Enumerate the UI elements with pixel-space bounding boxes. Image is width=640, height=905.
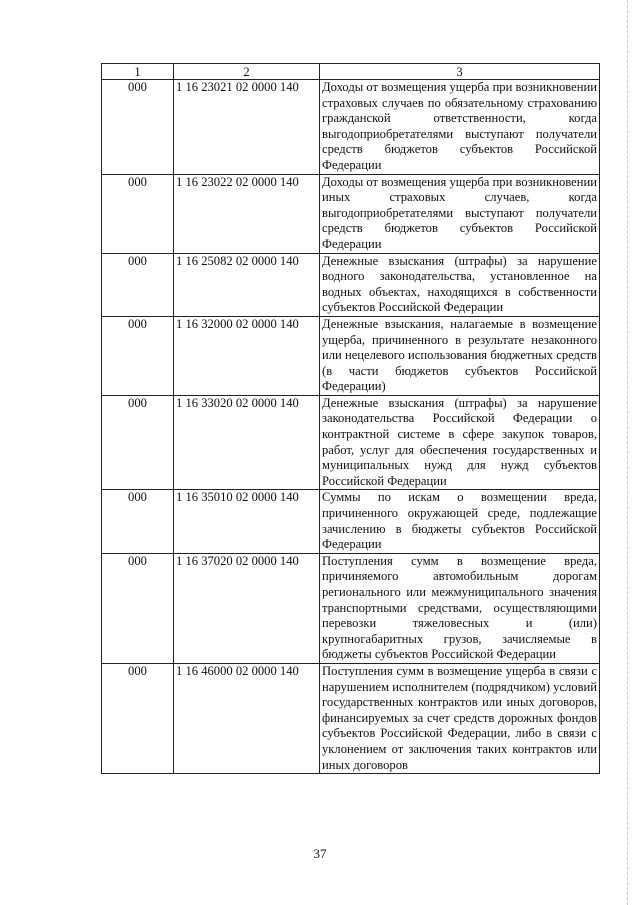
- budget-code-cell: 1 16 37020 02 0000 140: [174, 553, 320, 663]
- table-row: [102, 174, 600, 253]
- table-row: [102, 553, 600, 663]
- description-cell: Денежные взыскания, налагаемые в возмещение ущерба, причиненного в результате незаконного или нецелевого использования бюджетных средств (в части бюджетов субъектов Российской Федерации): [320, 316, 600, 395]
- admin-code-cell: 000: [102, 553, 174, 663]
- table-row: [102, 316, 600, 395]
- column-header-2: 2: [174, 64, 320, 80]
- table-row: [102, 490, 600, 553]
- column-header-3: 3: [320, 64, 600, 80]
- admin-code-cell: 000: [102, 316, 174, 395]
- admin-code-cell: 000: [102, 80, 174, 175]
- table-header-row: [102, 64, 600, 80]
- admin-code-cell: 000: [102, 174, 174, 253]
- page-number: 37: [313, 846, 327, 861]
- budget-code-cell: 1 16 23021 02 0000 140: [174, 80, 320, 175]
- description-cell: Доходы от возмещения ущерба при возникновении иных страховых случаев, когда выгодоприобретателями выступают получатели средств бюджетов субъектов Российской Федерации: [320, 174, 600, 253]
- revenue-codes-table: [101, 63, 600, 774]
- budget-code-cell: 1 16 35010 02 0000 140: [174, 490, 320, 553]
- description-cell: Поступления сумм в возмещение вреда, причиняемого автомобильным дорогам регионального или межмуниципального значения транспортными средствами, осуществляющими перевозки тяжеловесных и (или) крупногабаритных грузов, зачисляемые в бюджеты субъектов Российской Федерации: [320, 553, 600, 663]
- admin-code-cell: 000: [102, 395, 174, 490]
- table-row: [102, 253, 600, 316]
- table-row: [102, 80, 600, 175]
- table-row: [102, 395, 600, 490]
- column-header-1: 1: [102, 64, 174, 80]
- budget-code-cell: 1 16 25082 02 0000 140: [174, 253, 320, 316]
- description-cell: Суммы по искам о возмещении вреда, причиненного окружающей среде, подлежащие зачислению в бюджеты субъектов Российской Федерации: [320, 490, 600, 553]
- budget-code-cell: 1 16 46000 02 0000 140: [174, 663, 320, 773]
- admin-code-cell: 000: [102, 253, 174, 316]
- admin-code-cell: 000: [102, 490, 174, 553]
- table-row: [102, 663, 600, 773]
- description-cell: Денежные взыскания (штрафы) за нарушение законодательства Российской Федерации о контрактной системе в сфере закупок товаров, работ, услуг для обеспечения государственных и муниципальных нужд для нужд субъектов Российской Федерации: [320, 395, 600, 490]
- description-cell: Денежные взыскания (штрафы) за нарушение водного законодательства, установленное на водных объектах, находящихся в собственности субъектов Российской Федерации: [320, 253, 600, 316]
- description-cell: Поступления сумм в возмещение ущерба в связи с нарушением исполнителем (подрядчиком) условий государственных контрактов или иных договоров, финансируемых за счет средств дорожных фондов субъектов Российской Федерации, либо в связи с уклонением от заключения таких контрактов или иных договоров: [320, 663, 600, 773]
- budget-code-cell: 1 16 33020 02 0000 140: [174, 395, 320, 490]
- budget-code-cell: 1 16 23022 02 0000 140: [174, 174, 320, 253]
- description-cell: Доходы от возмещения ущерба при возникновении страховых случаев по обязательному страхованию гражданской ответственности, когда выгодоприобретателями выступают получатели средств бюджетов субъектов Российской Федерации: [320, 80, 600, 175]
- budget-code-cell: 1 16 32000 02 0000 140: [174, 316, 320, 395]
- admin-code-cell: 000: [102, 663, 174, 773]
- page-edge-line: [627, 0, 628, 905]
